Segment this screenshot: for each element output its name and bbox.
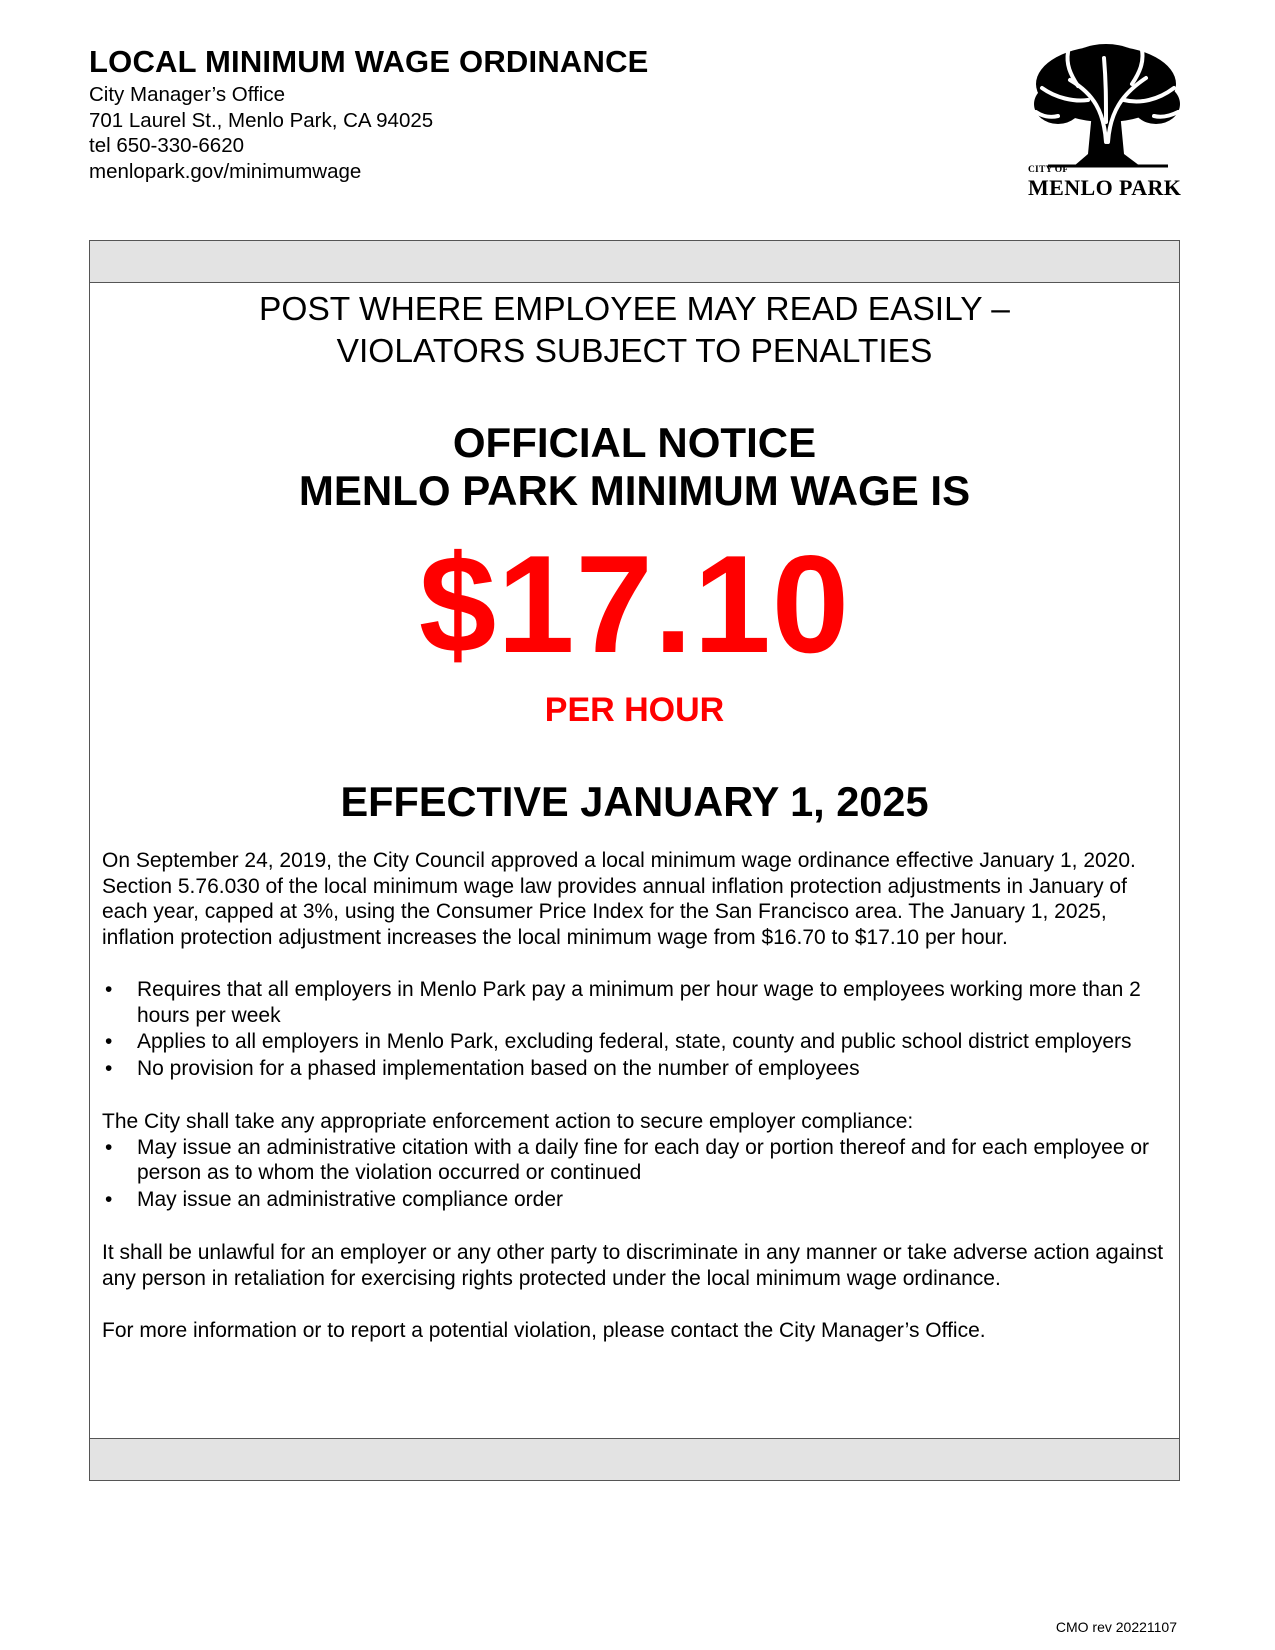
oak-tree-icon: [1028, 42, 1186, 172]
retaliation-paragraph: It shall be unlawful for an employer or any other party to discriminate in any manner or take adverse action against any person in retaliation for exercising rights protected under the local minimum wage ordinance.: [102, 1241, 1164, 1290]
revision-code: CMO rev 20221107: [1055, 1619, 1177, 1635]
header: [89, 44, 649, 184]
enforcement-list: [102, 1135, 1172, 1213]
posting-line-2: VIOLATORS SUBJECT TO PENALTIES: [336, 333, 933, 370]
notice-box: [89, 240, 1180, 1481]
office-address: 701 Laurel St., Menlo Park, CA 94025: [89, 108, 434, 132]
effective-date: EFFECTIVE JANUARY 1, 2025: [340, 778, 929, 825]
intro-paragraph: On September 24, 2019, the City Council approved a local minimum wage ordinance effective January 1, 2020. Section 5.76.030 of the local minimum wage law provides annual inflation protection adjustments in January of each year, capped at 3%, using the Consumer Price Index for the San Francisco area. The January 1, 2025, inflation protection adjustment increases the local minimum wage from $16.70 to $17.10 per hour.: [102, 849, 1136, 949]
notice-top-band: [90, 241, 1179, 283]
official-notice-heading: [90, 419, 1179, 515]
contact-paragraph: For more information or to report a potential violation, please contact the City Manager’s Office.: [102, 1319, 986, 1342]
posting-line-1: POST WHERE EMPLOYEE MAY READ EASILY –: [259, 291, 1010, 328]
posting-instruction: [90, 289, 1179, 373]
logo-city-of: CITY OF: [1028, 165, 1069, 175]
office-website: menlopark.gov/minimumwage: [89, 159, 362, 183]
ordinance-title: LOCAL MINIMUM WAGE ORDINANCE: [89, 44, 649, 79]
list-item: • May issue an administrative compliance order: [102, 1187, 1172, 1213]
city-logo: [1028, 42, 1186, 202]
minimum-wage-amount: $17.10: [418, 527, 851, 682]
notice-bottom-band: [90, 1438, 1179, 1480]
official-notice-line-2: MENLO PARK MINIMUM WAGE IS: [298, 467, 971, 514]
logo-city-name: MENLO PARK: [1028, 175, 1182, 200]
notice-body: [102, 848, 1172, 1344]
official-notice-line-1: OFFICIAL NOTICE: [452, 419, 817, 466]
list-item: • Applies to all employers in Menlo Park, excluding federal, state, county and public school district employers: [102, 1029, 1172, 1055]
office-name: City Manager’s Office: [89, 83, 285, 106]
list-item: • Requires that all employers in Menlo Park pay a minimum per hour wage to employees working more than 2 hours per week: [102, 977, 1172, 1028]
office-phone: tel 650-330-6620: [89, 134, 245, 157]
per-hour-label: PER HOUR: [544, 691, 725, 729]
list-item: • May issue an administrative citation with a daily fine for each day or portion thereof and for each employee or person as to whom the violation occurred or continued: [102, 1135, 1172, 1186]
requirements-list: [102, 977, 1172, 1081]
enforcement-intro: The City shall take any appropriate enforcement action to secure employer compliance:: [102, 1110, 914, 1133]
list-item: • No provision for a phased implementation based on the number of employees: [102, 1056, 1172, 1082]
